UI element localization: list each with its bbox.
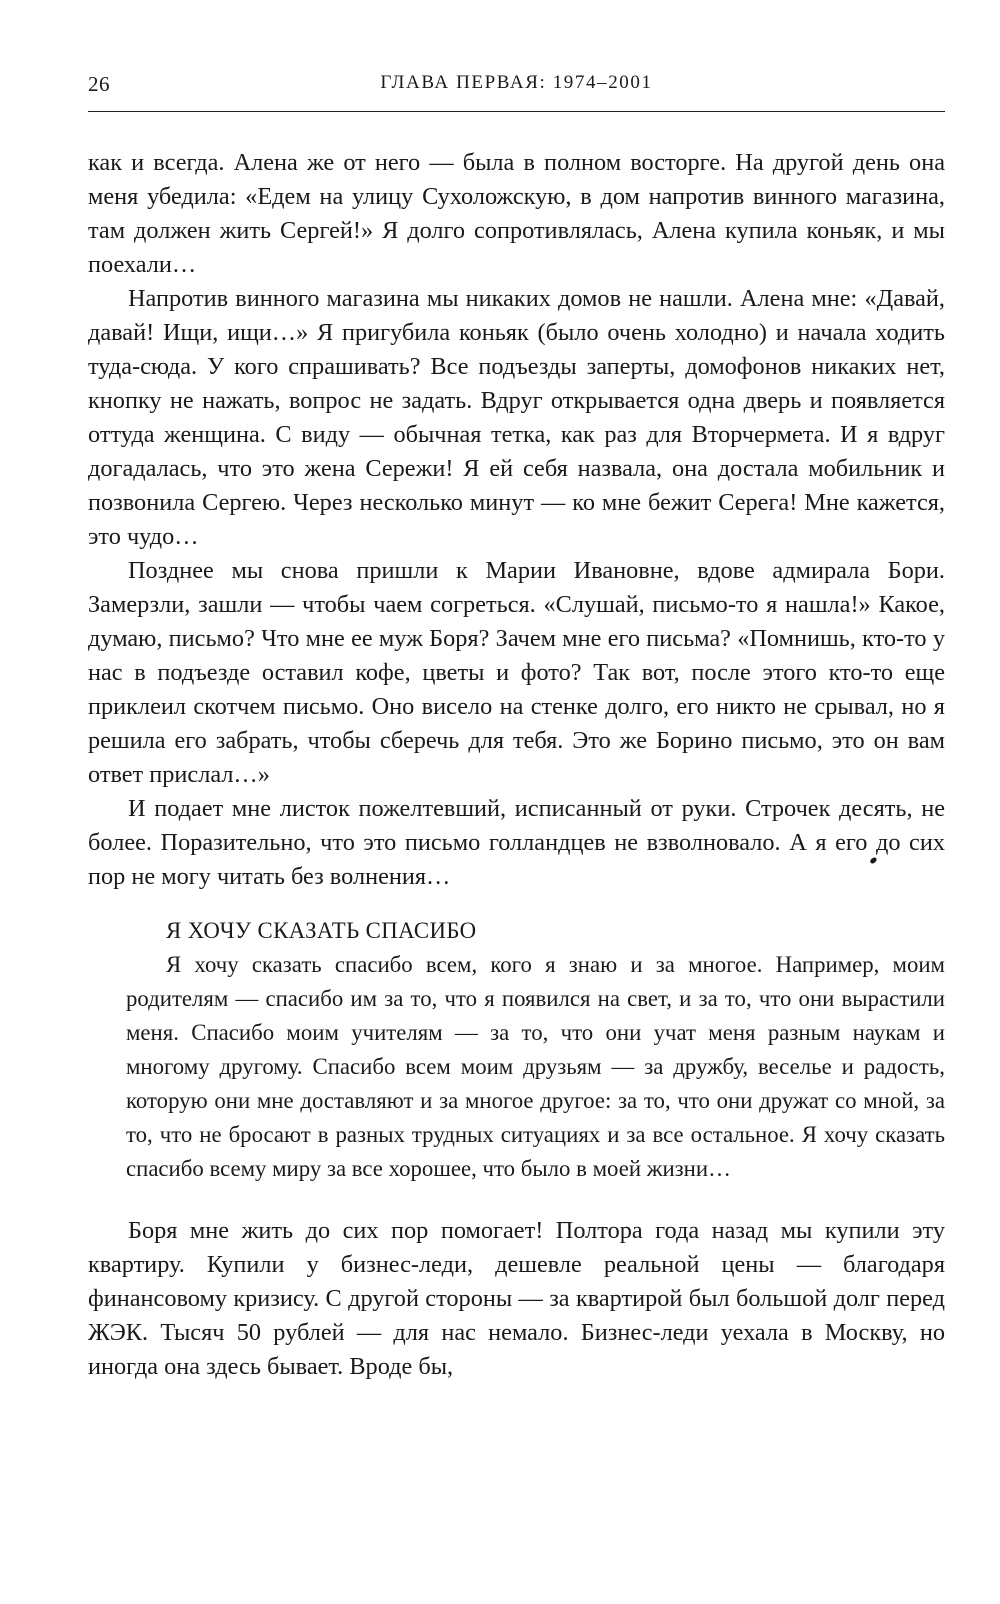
page-number: 26 — [88, 72, 110, 96]
paragraph: как и всегда. Алена же от него — была в полном восторге. На другой день она меня убедила: «Едем на улицу Сухоложскую, в дом напротив винного магазина, там должен жить Сергей!» Я долго сопротивлялась, Алена купила коньяк, и мы поехали… — [88, 149, 945, 278]
header-rule — [88, 111, 945, 112]
letter-title: Я ХОЧУ СКАЗАТЬ СПАСИБО — [166, 918, 477, 943]
body-text — [88, 146, 945, 1384]
quoted-letter — [126, 914, 945, 1186]
running-title: ГЛАВА ПЕРВАЯ: 1974–2001 — [380, 72, 653, 93]
paragraph: Напротив винного магазина мы никаких домов не нашли. Алена мне: «Давай, давай! Ищи, ищи…» Я пригубила коньяк (было очень холодно) и начала ходить туда-сюда. У кого спрашивать? Все подъезды заперты, домофонов никаких нет, кнопку не нажать, вопрос не задать. Вдруг открывается одна дверь и появляется оттуда женщина. С виду — обычная тетка, как раз для Вторчермета. И я вдруг догадалась, что это жена Сережи! Я ей себя назвала, она достала мобильник и позвонила Сергею. Через несколько минут — ко мне бежит Серега! Мне кажется, это чудо… — [88, 285, 945, 550]
paragraph: Боря мне жить до сих пор помогает! Полтора года назад мы купили эту квартиру. Купили у бизнес-леди, дешевле реальной цены — благодаря финансовому кризису. С другой стороны — за квартирой был большой долг перед ЖЭК. Тысяч 50 рублей — для нас немало. Бизнес-леди уехала в Москву, но иногда она здесь бывает. Вроде бы, — [88, 1217, 945, 1380]
page-header — [88, 72, 945, 102]
paragraph: Позднее мы снова пришли к Марии Ивановне, вдове адмирала Бори. Замерзли, зашли — чтобы чаем согреться. «Слушай, письмо-то я нашла!» Какое, думаю, письмо? Что мне ее муж Боря? Зачем мне его письма? «Помнишь, кто-то у нас в подъезде оставил кофе, цветы и фото? Так вот, после этого кто-то еще приклеил скотчем письмо. Оно висело на стенке долго, его никто не срывал, но я решила его забрать, чтобы сберечь для тебя. Это же Борино письмо, это он вам ответ прислал…» — [88, 557, 945, 788]
letter-text: Я хочу сказать спасибо всем, кого я знаю и за многое. Например, моим родителям — спасибо им за то, что я появился на свет, и за то, что они вырастили меня. Спасибо моим учителям — за то, что они учат меня разным наукам и многому другому. Спасибо всем моим друзьям — за дружбу, веселье и радость, которую они мне доставляют и за многое другое: за то, что они дружат со мной, за то, что не бросают в разных трудных ситуациях и за все остальное. Я хочу сказать спасибо всему миру за все хорошее, что было в моей жизни… — [126, 952, 945, 1181]
paragraph: И подает мне листок пожелтевший, исписанный от руки. Строчек десять, не более. Поразительно, что это письмо голландцев не взволновало. А я его до сих пор не могу читать без волнения… — [88, 795, 945, 890]
